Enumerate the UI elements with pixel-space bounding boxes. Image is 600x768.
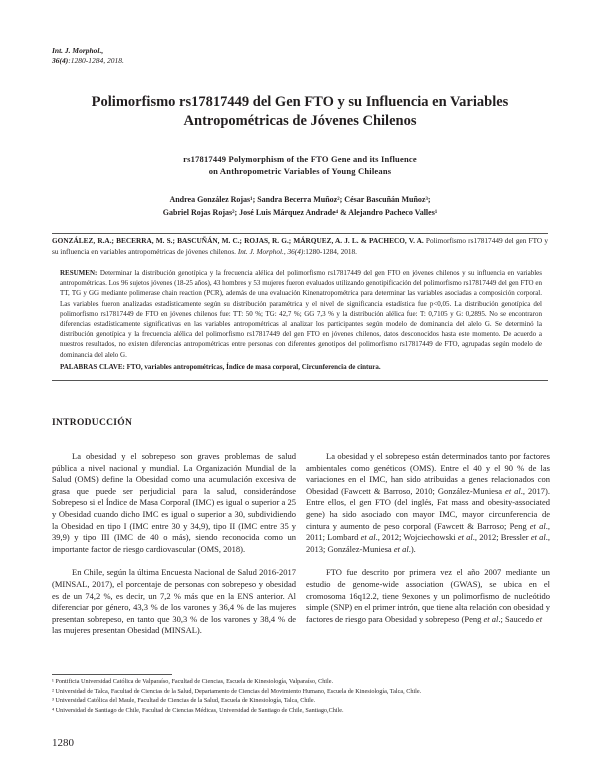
section-heading-introduction: INTRODUCCIÓN [52, 418, 133, 428]
paragraph [306, 567, 550, 625]
title-spanish: Polimorfismo rs17817449 del Gen FTO y su Influencia en Variables Antropométricas de Jóvenes Chilenos [91, 94, 509, 129]
journal-name: Int. J. Morphol., [52, 46, 104, 55]
page-number: 1280 [52, 737, 74, 749]
text-run-italic: et al [393, 543, 409, 554]
text-run-italic: et al [530, 532, 546, 543]
keywords: PALABRAS CLAVE: FTO, variables antropométricas, Índice de masa corporal, Circunferencia de cintura. [60, 363, 381, 371]
text-run: ., 2017). Entre ellos, el gen FTO (del inglés, Fat mass and obesity-associated gene) ha sido asociado con mayor IMC, mayor circunferencia de cintura y aumento de peso corporal (Fawcett & Barroso; Peng [306, 485, 551, 531]
text-run: .). [408, 543, 416, 554]
citation-journal: Int. J. Morphol., 36(4) [237, 246, 304, 256]
footnote: ⁴ Universidad de Santiago de Chile, Facultad de Ciencias Médicas, Universidad de Santiago de Chile, Santiago,Chile. [52, 706, 344, 714]
text-run: .; Saucedo [498, 613, 536, 624]
text-run-italic: et al [457, 532, 473, 543]
author-list [60, 193, 540, 219]
title-english [90, 153, 510, 177]
text-run-italic: et al [529, 520, 546, 531]
title-english-line1: rs17817449 Polymorphism of the FTO Gene and its Influence [183, 154, 417, 164]
abstract-label: RESUMEN: [60, 269, 98, 277]
text-run: ., 2012; Wojciechowski [375, 532, 458, 543]
footnote: ¹ Pontificia Universidad Católica de Valparaíso, Facultad de Ciencias, Escuela de Kinesiología, Valparaíso, Chile. [52, 678, 334, 685]
text-run: FTO fue descrito por primera vez el año 2007 mediante un estudio de genome-wide association (GWAS), se ubica en el cromosoma 16q12.2, tiene 9exones y un polimorfismo de nucleótido simple (SNP) en el primer intrón, que tiene alta relación con obesidad y factores de riesgo para Obesidad y sobrepeso (Peng [306, 567, 550, 624]
text-run: ., 2013; González-Muniesa [306, 532, 551, 554]
paragraph [306, 451, 550, 555]
citation-authors: GONZÁLEZ, R.A.; BECERRA, M. S.; BASCUÑÁN, M. C.; ROJAS, R. G.; MÁRQUEZ, A. J. L. & PACHECO, V. A. [52, 236, 424, 245]
authors-line1: Andrea González Rojas¹; Sandra Becerra Muñoz²; César Bascuñán Muñoz³; [169, 195, 431, 204]
citation-title: Polimorfismo rs17817449 del gen FTO y su influencia en variables antropométricas de jóvenes chilenos. [52, 236, 548, 256]
footnote-divider [52, 674, 172, 675]
text-run: La obesidad y el sobrepeso están determinados tanto por factores ambientales como genéticos (OMS). Entre el 40 y el 90 % de las variaciones en el IMC, han sido atribuidas a genes relacionados con Obesidad (Fawcett & Barroso, 2010; González-Muniesa [306, 451, 550, 496]
authors-line2: Gabriel Rojas Rojas²; José Luis Márquez Andrade⁴ & Alejandro Pacheco Valles¹ [162, 208, 438, 217]
abstract [60, 268, 542, 360]
text-run-italic: et al [360, 532, 376, 543]
footnotes [52, 677, 552, 715]
paragraph: En Chile, según la última Encuesta Nacional de Salud 2016-2017 (MINSAL, 2017), el porcentaje de personas con sobrepeso y obesidad es de un 74,2 %, es decir, un 7,2 % más que en la ENS anterior. Al diferenciar por género, 43,3 % de los varones y 36,4 % de las mujeres presentan sobrepeso, en tanto que 30,3 % de los varones y 38,4 % de las mujeres presentan Obesidad (MINSAL). [52, 567, 296, 636]
abstract-text: Determinar la distribución genotípica y la frecuencia alélica del polimorfismo rs17817449 del gen FTO en jóvenes chilenos y su influencia en variables antropométricas. Los 96 sujetos jóvenes (18-25 años), 43 hombres y 53 mujeres fueron evaluados utilizando genotipificación del polimorfismo rs17817449 del gen FTO en TT, TG y GG mediante polimerase chain reaction (PCR), además de una evaluación Kinenatropométrica para determinar las variables asociadas a composición corporal. Las variables fueron analizadas estadísticamente según su distribución paramétrica y el nivel de significancia estadística fue p<0,05. La distribución genotípica del polimorfismo rs17817449 de FTO en jóvenes chilenos fue: TT: 50 %; TG: 42,7 %; GG 7,3 % y la distribución alélica fue: T: 0,7105 y G: 0,2895. No se encontraron diferencias estadísticamente significativas en las variables antropométricas al analizar los participantes según modelo de dominancia del alelo G. Se determinó la distribución genotípica y la frecuencia alélica del polimorfismo rs17817449 del gen FTO en jóvenes chilenos, datos desconocidos hasta este momento. De acuerdo a nuestros resultados, no existen diferencias antropométricas entre personas con diferentes genotipos del polimorfismo rs17817449 de FTO, agrupadas según modelo de dominancia del alelo G. [60, 269, 542, 359]
title-english-line2: on Anthropometric Variables of Young Chileans [208, 166, 392, 176]
citation-pages: :1280-1284, 2018. [303, 246, 357, 256]
footnote: ³ Universidad Católica del Maule, Facultad de Ciencias de la Salud, Escuela de Kinesiología, Talca, Chile. [52, 697, 316, 704]
citation [52, 236, 548, 257]
column-left [52, 451, 296, 649]
text-run: ., 2012; Bressler [472, 532, 531, 543]
text-run-italic: et al [505, 485, 521, 496]
journal-volume: 36(4) [52, 56, 69, 65]
paragraph: La obesidad y el sobrepeso son graves problemas de salud pública a nivel nacional y mundial. La Organización Mundial de la Salud (OMS) define la Obesidad como una acumulación excesiva de grasa que puede ser perjudicial para la salud, considerándose Sobrepeso si el Índice de Masa Corporal (IMC) es igual o superior a 25 y Obesidad cuando dicho IMC es igual o superior a 30, subdividiendo la Obesidad en tipo I (IMC entre 30 y 34,9), tipo II (IMC entre 35 y 39,9) y tipo III (IMC de 40 o más), siendo reconocida como un importante factor de riesgo cardiovascular (OMS, 2018). [52, 451, 296, 554]
footnote: ² Universidad de Talca, Facultad de Ciencias de la Salud, Departamento de Ciencias del Movimiento Humano, Escuela de Kinesiología, Talca, Chile. [52, 687, 422, 695]
journal-pages: :1280-1284, 2018. [68, 56, 124, 65]
text-run: ., 2011; Lombard [306, 520, 550, 543]
divider-top [52, 233, 548, 234]
column-right [306, 451, 550, 637]
divider-bottom [52, 380, 548, 381]
journal-reference [52, 46, 124, 66]
text-run-italic: et [535, 613, 543, 624]
text-run-italic: et al [483, 613, 499, 624]
